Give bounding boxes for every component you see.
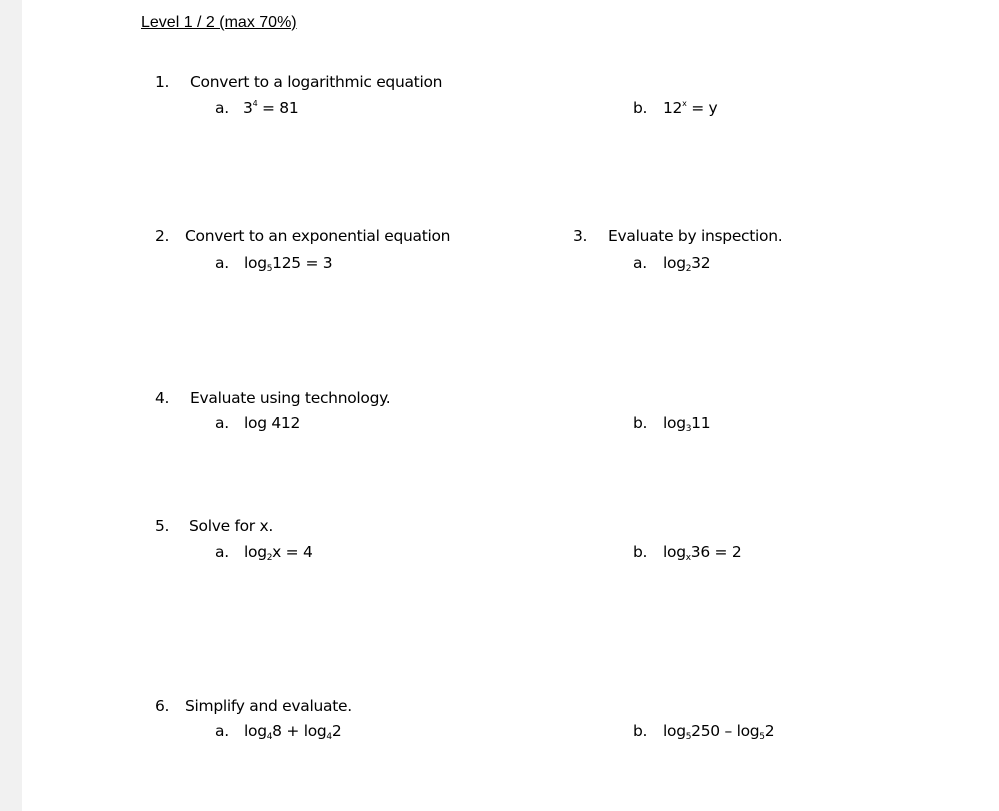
question-text: Evaluate by inspection. (608, 227, 783, 245)
expression: $12^x = y$ (663, 99, 718, 117)
part-letter: a. (633, 254, 647, 272)
part-letter: b. (633, 99, 648, 117)
document-page (22, 0, 999, 811)
part-letter: a. (215, 543, 229, 561)
question-text: Evaluate using technology. (190, 389, 391, 407)
part-letter: a. (215, 414, 229, 432)
expression: $\log_5125 = 3$ (244, 254, 333, 274)
expression: $\log_311$ (663, 414, 711, 434)
part-letter: b. (633, 722, 648, 740)
expression: $\log_48 + \log_42$ (244, 722, 342, 742)
question-text: Solve for x. (189, 517, 274, 535)
question-number: 3. (573, 227, 588, 245)
part-letter: b. (633, 543, 648, 561)
question-text: Simplify and evaluate. (185, 697, 352, 715)
question-number: 1. (155, 73, 170, 91)
question-text: Convert to a logarithmic equation (190, 73, 443, 91)
question-number: 4. (155, 389, 170, 407)
expression: $\log_2x = 4$ (244, 543, 313, 563)
question-number: 5. (155, 517, 170, 535)
part-letter: a. (215, 99, 229, 117)
expression: $\log_232$ (663, 254, 711, 274)
question-number: 6. (155, 697, 170, 715)
question-number: 2. (155, 227, 170, 245)
question-text: Convert to an exponential equation (185, 227, 451, 245)
part-letter: a. (215, 254, 229, 272)
part-letter: a. (215, 722, 229, 740)
expression: log 412 (244, 414, 301, 432)
expression: $\log_5250 - \log_52$ (663, 722, 775, 742)
expression: $3^4 = 81$ (243, 99, 299, 117)
part-letter: b. (633, 414, 648, 432)
page-heading: Level 1 / 2 (max 70%) (141, 14, 297, 31)
expression: $\log_x36 = 2$ (663, 543, 742, 563)
